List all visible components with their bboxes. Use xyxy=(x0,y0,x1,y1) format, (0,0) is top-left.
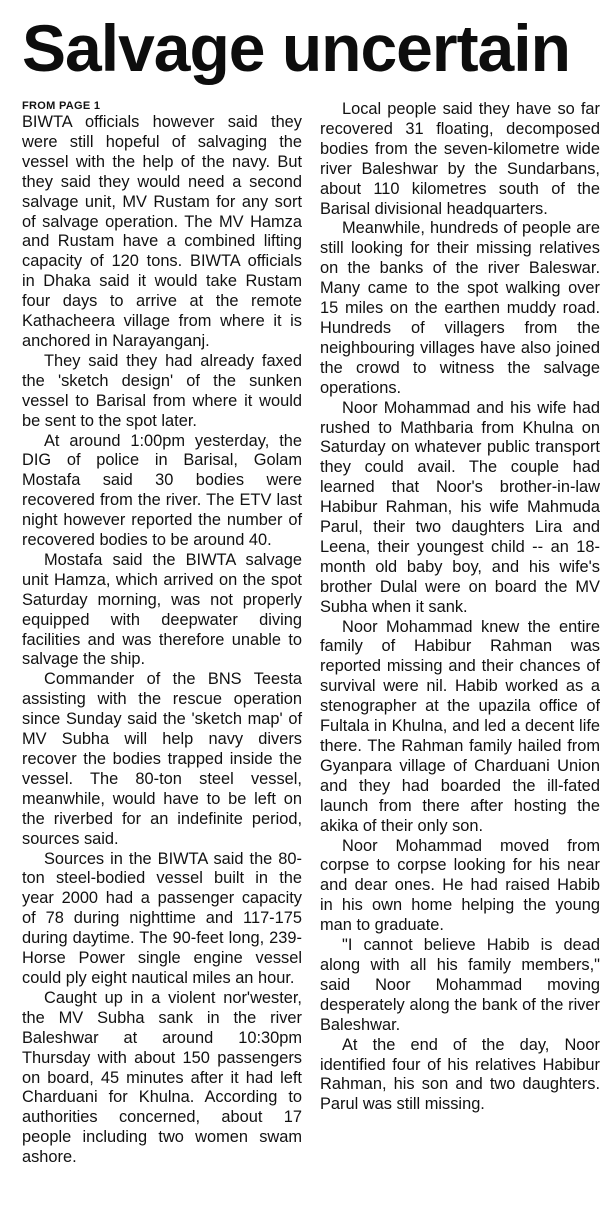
paragraph-local-recovery: Local people said they have so far recovered 31 floating, decomposed bodies from the seven-kilometre wide river Baleshwar by the Sundarbans, about 110 kilometres south of the Barisal divisional headquarters. xyxy=(320,100,600,218)
article-body xyxy=(22,100,600,1204)
continuation-kicker: FROM PAGE 1 xyxy=(22,100,101,112)
paragraph-hamza-unit: Mostafa said the BIWTA salvage unit Hamza, which arrived on the spot Saturday morning, was not properly equipped with deepwater diving facilities and was therefore unable to salvage the ship. xyxy=(22,550,302,669)
paragraph-biwta-hopeful: BIWTA officials however said they were still hopeful of salvaging the vessel with the help of the navy. But they said they would need a second salvage unit, MV Rustam for any sort of salvage operation. The MV Hamza and Rustam have a combined lifting capacity of 120 tons. BIWTA officials in Dhaka said it would take Rustam four days to arrive at the remote Kathacheera village from where it is anchored in Narayanganj. xyxy=(22,113,302,350)
paragraph-identified: At the end of the day, Noor identified four of his relatives Habibur Rahman, his son and two daughters. Parul was still missing. xyxy=(320,1035,600,1114)
paragraph-bns-teesta: Commander of the BNS Teesta assisting with the rescue operation since Sunday said the 'sketch map' of MV Subha will help navy divers recover the bodies trapped inside the vessel. The 80-ton steel vessel, meanwhile, would have to be left on the riverbed for an indefinite period, sources said. xyxy=(22,670,302,848)
paragraph-corpse-search: Noor Mohammad moved from corpse to corpse looking for his near and dear ones. He had raised Habib in his own home helping the young man to graduate. xyxy=(320,836,600,935)
paragraph-quote: "I cannot believe Habib is dead along with all his family members," said Noor Mohammad moving desperately along the bank of the river Baleshwar. xyxy=(320,936,600,1034)
paragraph-missing-relatives: Meanwhile, hundreds of people are still looking for their missing relatives on the banks of the river Baleswar. Many came to the spot walking over 15 miles on the earthen muddy road. Hundreds of villagers from the neighbouring villages have also joined the crowd to witness the salvage operations. xyxy=(320,219,600,397)
paragraph-vessel-specs: Sources in the BIWTA said the 80-ton steel-bodied vessel built in the year 2000 had a passenger capacity of 78 during nighttime and 117-175 during daytime. The 90-feet long, 239-Horse Power single engine vessel could ply eight nautical miles an hour. xyxy=(22,849,302,987)
paragraph-bodies-recovered: At around 1:00pm yesterday, the DIG of police in Barisal, Golam Mostafa said 30 bodies were recovered from the river. The ETV last night however reported the number of recovered bodies to be around 40. xyxy=(22,431,302,550)
paragraph-norwester: Caught up in a violent nor'wester, the MV Subha sank in the river Baleshwar at around 10:30pm Thursday with about 150 passengers on board, 45 minutes after it had left Charduani for Khulna. According to authorities concerned, about 17 people including two women swam ashore. xyxy=(22,988,302,1167)
headline: Salvage uncertain xyxy=(22,11,570,85)
paragraph-noor-mohammad: Noor Mohammad and his wife had rushed to Mathbaria from Khulna on Saturday on whatever public transport they could avail. The couple had learned that Noor's brother-in-law Habibur Rahman, his wife Mahmuda Parul, their two daughters Lira and Leena, their youngest child -- an 18-month old baby boy, and his wife's brother Dulal were on board the MV Subha when it sank. xyxy=(320,398,600,616)
paragraph-rahman-family: Noor Mohammad knew the entire family of Habibur Rahman was reported missing and their chances of survival were nil. Habib worked as a stenographer at the upazila office of Fultala in Khulna, and led a decent life there. The Rahman family hailed from Gyanpara village of Charduani Union and they had boarded the ill-fated launch from there after hosting the akika of their only son. xyxy=(320,617,600,835)
paragraph-sketch-design: They said they had already faxed the 'sketch design' of the sunken vessel to Barisal from where it would be sent to the spot later. xyxy=(22,351,302,430)
